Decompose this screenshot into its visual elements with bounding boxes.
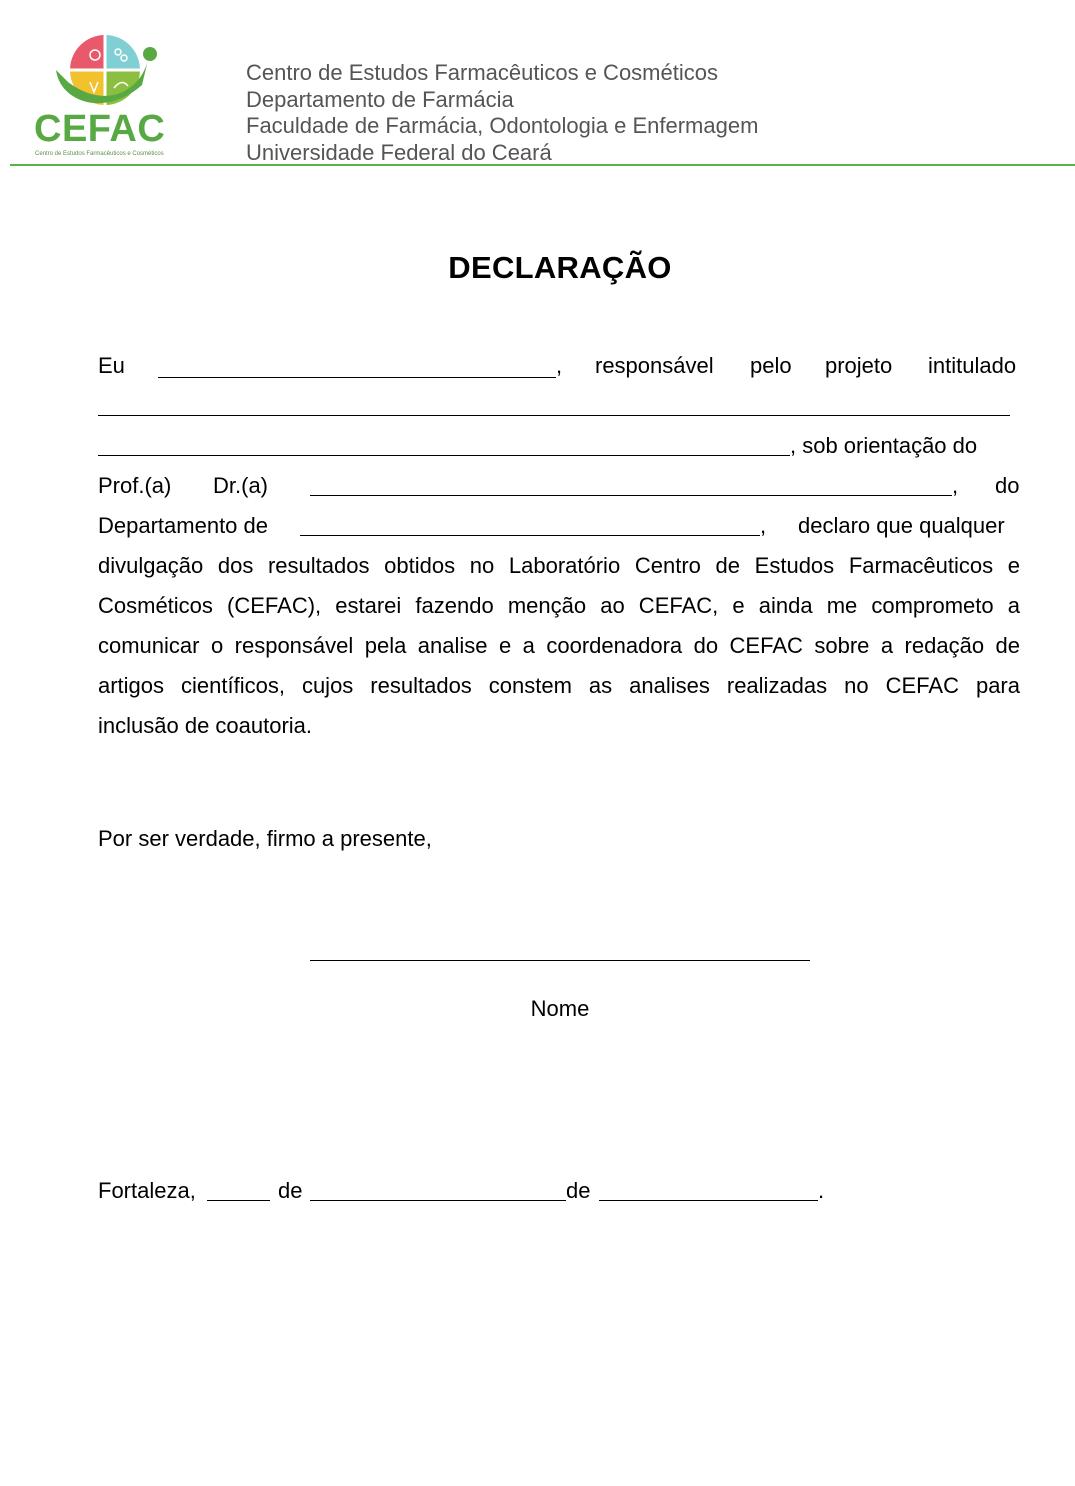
body-line-4 <box>98 473 1020 503</box>
body-line-3 <box>98 433 1020 463</box>
institution-line: Faculdade de Farmácia, Odontologia e Enfermagem <box>246 113 759 138</box>
text-eu: Eu <box>98 353 125 378</box>
advisor-blank-field[interactable] <box>310 475 952 496</box>
text-declaro: declaro que qualquer <box>798 513 1005 538</box>
cefac-logo-emblem-icon <box>50 30 160 110</box>
body-line-2 <box>98 393 1020 423</box>
word-pelo: pelo <box>750 353 792 378</box>
text-de: de <box>566 1178 591 1203</box>
paragraph-last-text: inclusão de coautoria. <box>98 713 313 738</box>
institution-line: Departamento de Farmácia <box>246 86 514 112</box>
letterhead <box>0 0 1075 170</box>
header-divider <box>10 164 1075 166</box>
signature-label: Nome <box>530 996 590 1021</box>
text-do: do <box>995 473 1020 498</box>
closing-text: Por ser verdade, firmo a presente, <box>98 826 432 851</box>
project-title-blank-field[interactable] <box>98 395 1010 416</box>
comma: , <box>952 473 959 498</box>
text-de: de <box>278 1178 303 1203</box>
institution-line: Universidade Federal do Ceará <box>246 139 552 165</box>
text-prof: Prof.(a) <box>98 473 172 498</box>
logo-subtitle: Centro de Estudos Farmacêuticos e Cosméticos <box>35 151 164 157</box>
text-departamento: Departamento de <box>98 513 268 538</box>
text-dr: Dr.(a) <box>213 473 268 498</box>
document-title: DECLARAÇÃO <box>448 250 672 285</box>
logo-wordmark: CEFAC <box>34 108 166 150</box>
institution-lines <box>246 60 758 166</box>
department-blank-field[interactable] <box>300 515 760 536</box>
word-intitulado: intitulado <box>928 353 1017 378</box>
comma: , <box>556 353 563 378</box>
signature-blank-field[interactable] <box>310 960 810 961</box>
month-blank-field[interactable] <box>310 1180 566 1201</box>
word-projeto: projeto <box>825 353 893 378</box>
project-title-blank-field-2[interactable] <box>98 435 790 456</box>
paragraph-line: Cosméticos (CEFAC), estarei fazendo menção ao CEFAC, e ainda me comprometo a <box>98 593 1020 618</box>
body-line-5 <box>98 513 1020 543</box>
word-responsavel: responsável <box>595 353 714 378</box>
year-blank-field[interactable] <box>599 1180 818 1201</box>
date-line <box>98 1178 1020 1208</box>
paragraph-line: comunicar o responsável pela analise e a coordenadora do CEFAC sobre a redação de <box>98 633 1020 658</box>
institution-line: Centro de Estudos Farmacêuticos e Cosméticos <box>246 60 718 85</box>
paragraph-last-line <box>98 713 1020 743</box>
period: . <box>818 1178 825 1203</box>
body-line-1 <box>98 353 1020 383</box>
name-blank-field[interactable] <box>158 357 556 378</box>
text-sob-orientacao: , sob orientação do <box>790 433 978 458</box>
comma: , <box>760 513 767 538</box>
paragraph-line: artigos científicos, cujos resultados constem as analises realizadas no CEFAC para <box>98 673 1020 698</box>
paragraph-line: divulgação dos resultados obtidos no Laboratório Centro de Estudos Farmacêuticos e <box>98 553 1020 578</box>
cefac-logo <box>30 30 180 162</box>
day-blank-field[interactable] <box>207 1180 270 1201</box>
closing-line <box>98 826 1020 856</box>
city-text: Fortaleza, <box>98 1178 196 1203</box>
